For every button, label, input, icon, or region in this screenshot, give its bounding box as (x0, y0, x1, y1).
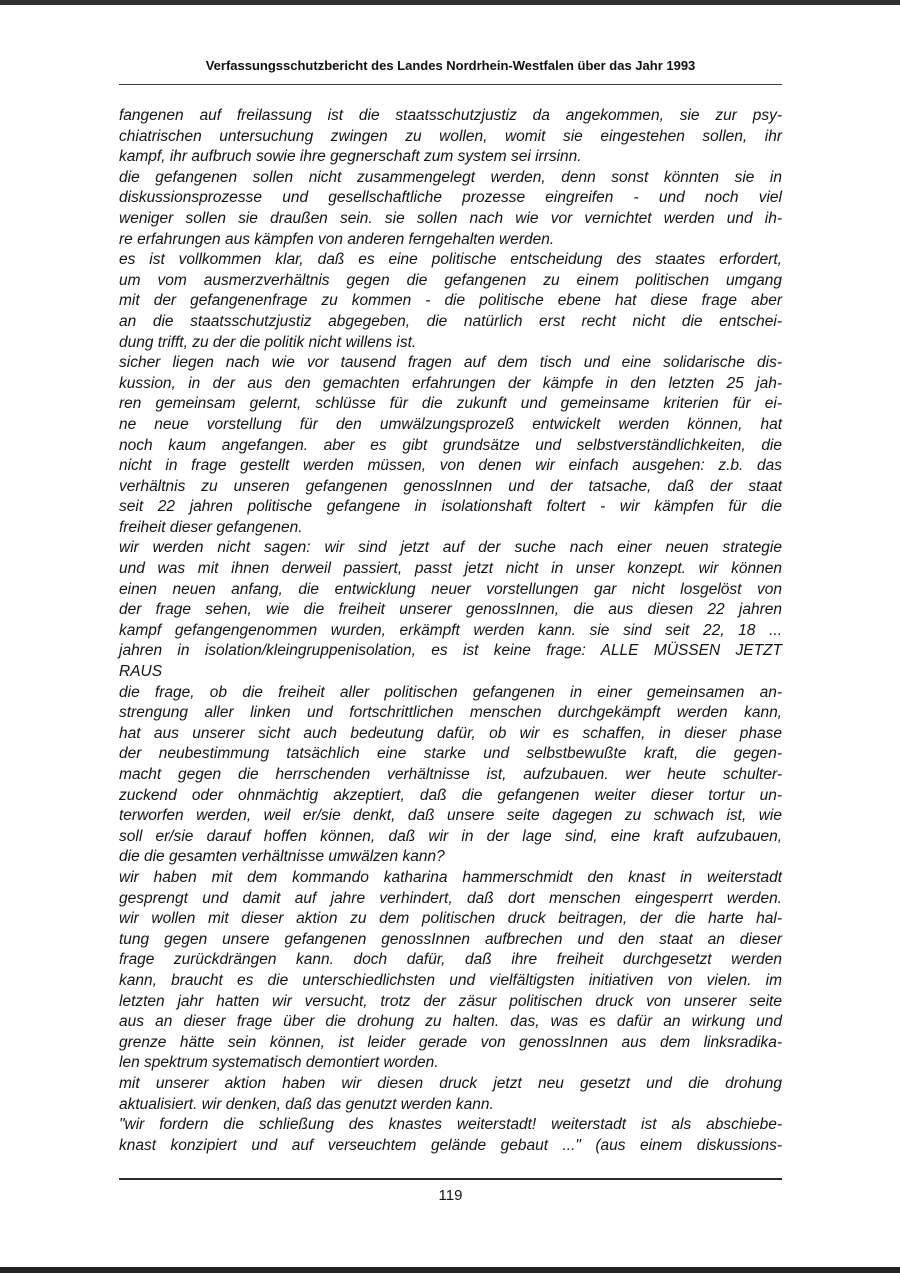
header-title: Verfassungsschutzbericht des Landes Nordrhein-Westfalen über das Jahr 1993 (205, 58, 696, 73)
text-line: dung trifft, zu der die politik nicht willens ist. (119, 333, 417, 351)
page-number: 119 (438, 1187, 463, 1204)
text-line: hat aus unserer sicht auch bedeutung dafür, ob wir es schaffen, in dieser phase (119, 724, 782, 742)
text-line: mit unserer aktion haben wir diesen druck jetzt neu gesetzt und die drohung (119, 1074, 782, 1092)
header-rule (119, 84, 782, 85)
text-line: jahren in isolation/kleingruppenisolation, es ist keine frage: ALLE MÜSSEN JETZT (119, 642, 782, 660)
text-line: kussion, in der aus den gemachten erfahrungen der kämpfe in den letzten 25 jah- (119, 374, 782, 392)
text-line: es ist vollkommen klar, daß es eine politische entscheidung des staates erfordert, (119, 251, 782, 269)
text-line: diskussionsprozesse und gesellschaftliche prozesse eingreifen - und noch viel (119, 189, 782, 207)
scan-edge-top (0, 0, 900, 5)
text-line: RAUS (119, 663, 163, 681)
text-line: weniger sollen sie draußen sein. sie sollen nach wie vor vernichtet werden und ih- (119, 209, 782, 227)
text-line: wir haben mit dem kommando katharina hammerschmidt den knast in weiterstadt (119, 868, 782, 886)
text-line: knast konzipiert und auf verseuchtem gelände gebaut ..." (aus einem diskussions- (119, 1136, 782, 1154)
text-line: re erfahrungen aus kämpfen von anderen ferngehalten werden. (119, 230, 555, 248)
text-line: gesprengt und damit auf jahre verhindert, daß dort menschen eingesperrt werden. (119, 889, 782, 907)
page-header (119, 58, 782, 85)
text-line: grenze hätte sein können, ist leider gerade von genossInnen aus dem linksradika- (119, 1033, 782, 1051)
text-line: chiatrischen untersuchung zwingen zu wollen, womit sie eingestehen sollen, ihr (119, 127, 782, 145)
text-line: fangenen auf freilassung ist die staatsschutzjustiz da angekommen, sie zur psy- (119, 107, 782, 124)
text-line: aus an dieser frage über die drohung zu halten. das, was es dafür an wirkung und (119, 1013, 782, 1031)
text-line: kann, braucht es die unterschiedlichsten und vielfältigsten initiativen von vielen. im (119, 971, 782, 989)
text-line: tung gegen unsere gefangenen genossInnen aufbrechen und den staat an dieser (119, 930, 782, 948)
text-line: noch kaum angefangen. aber es gibt grundsätze und selbstverständlichkeiten, die (119, 436, 782, 454)
text-line: sicher liegen nach wie vor tausend fragen auf dem tisch und eine solidarische dis- (119, 354, 782, 372)
text-line: die gefangenen sollen nicht zusammengelegt werden, denn sonst könnten sie in (119, 168, 782, 186)
text-line: kampf, ihr aufbruch sowie ihre gegnerschaft zum system sei irrsinn. (119, 148, 582, 166)
text-line: aktualisiert. wir denken, daß das genutzt werden kann. (119, 1095, 494, 1113)
text-line: an die staatsschutzjustiz abgegeben, die natürlich erst recht nicht die entschei- (119, 312, 782, 330)
text-line: einen neuen anfang, die entwicklung neuer vorstellungen gar nicht losgelöst von (119, 580, 782, 598)
text-line: letzten jahr hatten wir versucht, trotz der zäsur politischen druck von unserer seite (119, 992, 782, 1010)
text-line: terworfen werden, weil er/sie denkt, daß unsere seite dagegen zu schwach ist, wie (119, 807, 782, 825)
text-line: macht gegen die herrschenden verhältnisse ist, aufzubauen. wer heute schulter- (119, 766, 782, 783)
text-line: freiheit dieser gefangenen. (119, 518, 303, 536)
text-line: nicht in frage gestellt werden müssen, von denen wir einfach ausgehen: z.b. das (119, 457, 782, 475)
page-footer (119, 1178, 782, 1204)
text-line: die frage, ob die freiheit aller politischen gefangenen in einer gemeinsamen an- (119, 683, 782, 701)
text-line: wir wollen mit dieser aktion zu dem politischen druck beitragen, der die harte hal- (119, 910, 782, 928)
text-line: kampf gefangengenommen wurden, erkämpft werden kann. sie sind seit 22, 18 ... (119, 621, 782, 639)
text-line: und was mit ihnen derweil passiert, passt jetzt nicht in unser konzept. wir können (119, 560, 782, 578)
text-line: seit 22 jahren politische gefangene in isolationshaft foltert - wir kämpfen für die (119, 498, 782, 516)
body-text (119, 106, 782, 1156)
text-line: zuckend oder ohnmächtig akzeptiert, daß die gefangenen weiter dieser tortur un- (119, 786, 782, 804)
text-line: "wir fordern die schließung des knastes weiterstadt! weiterstadt ist als abschiebe- (119, 1116, 782, 1134)
text-line: ren gemeinsam gelernt, schlüsse für die zukunft und gemeinsame kriterien für ei- (119, 395, 782, 413)
scan-edge-bottom (0, 1267, 900, 1273)
text-line: der neubestimmung tatsächlich eine starke und selbstbewußte kraft, die gegen- (119, 745, 782, 763)
text-line: verhältnis zu unseren gefangenen genossInnen und der tatsache, daß der staat (119, 477, 782, 495)
text-line: um vom ausmerzverhältnis gegen die gefangenen zu einem politischen umgang (119, 271, 782, 289)
text-line: wir werden nicht sagen: wir sind jetzt auf der suche nach einer neuen strategie (119, 539, 782, 557)
text-line: der frage sehen, wie die freiheit unserer genossInnen, die aus diesen 22 jahren (119, 601, 782, 619)
footer-rule (119, 1178, 782, 1180)
text-line: mit der gefangenenfrage zu kommen - die politische ebene hat diese frage aber (119, 292, 782, 310)
text-line: die die gesamten verhältnisse umwälzen kann? (119, 848, 445, 866)
text-line: len spektrum systematisch demontiert worden. (119, 1054, 439, 1072)
text-line: ne neue vorstellung für den umwälzungsprozeß entwickelt werden können, hat (119, 415, 782, 433)
text-line: soll er/sie darauf hoffen können, daß wir in der lage sind, eine kraft aufzubauen, (119, 827, 782, 845)
text-line: frage zurückdrängen kann. doch dafür, daß ihre freiheit durchgesetzt werden (119, 951, 782, 969)
text-line: strengung aller linken und fortschrittlichen menschen durchgekämpft werden kann, (119, 704, 782, 722)
